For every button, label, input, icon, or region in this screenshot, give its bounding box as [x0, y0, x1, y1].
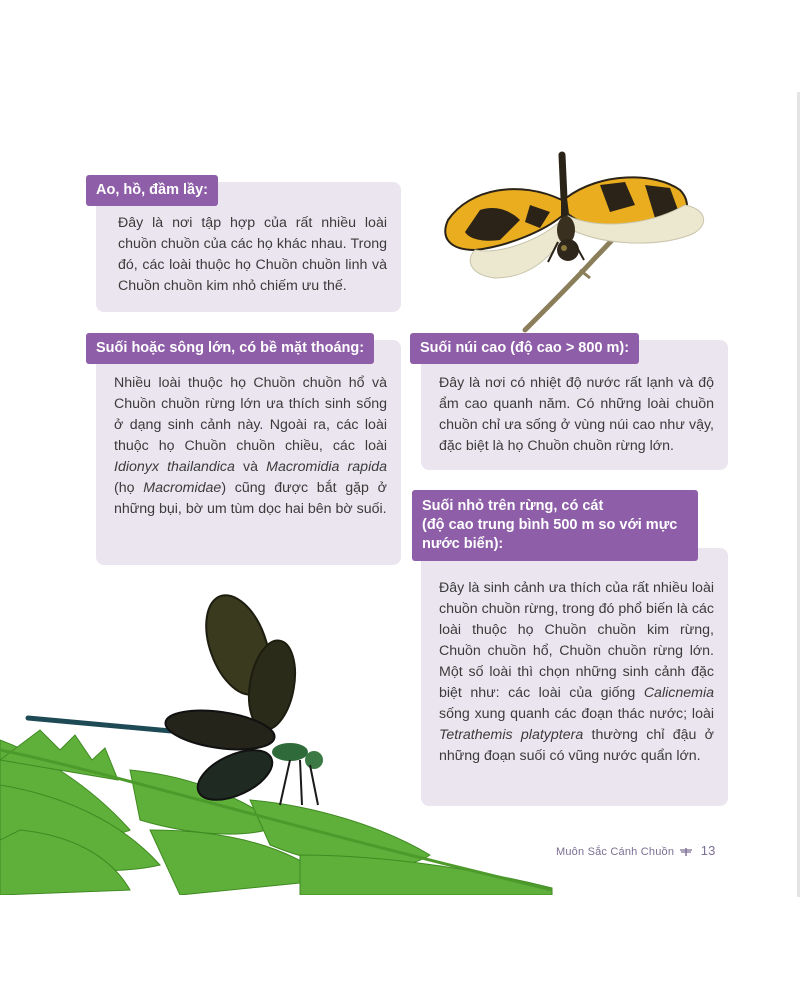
- forest-streams-heading-line2: (độ cao trung bình 500 m so với mực: [422, 517, 678, 533]
- mountain-streams-heading: Suối núi cao (độ cao > 800 m):: [410, 333, 639, 364]
- large-streams-panel: [96, 340, 401, 565]
- species-name-idionyx: Idionyx thailandica: [114, 459, 235, 475]
- forest-streams-heading-line3: nước biển):: [422, 536, 504, 552]
- species-name-tetrathemis: Tetrathemis platyptera: [439, 727, 584, 743]
- page-number: 13: [700, 843, 716, 858]
- species-name-macromidia: Macromidia rapida: [266, 459, 387, 475]
- large-streams-description: Nhiều loài thuộc họ Chuồn chuồn hổ và Chuồn chuồn rừng lớn ưa thích sinh sống ở dạng sinh cảnh này. Ngoài ra, các loài thuộc họ Chuồn chuồn chiều, các loài Idionyx thailandica và Macromidia rapida (họ Macromidae) cũng được bắt gặp ở những bụi, bờ um tùm dọc hai bên bờ suối.: [114, 375, 387, 517]
- page-footer: [556, 843, 716, 858]
- book-title: Muôn Sắc Cánh Chuồn: [556, 846, 675, 858]
- large-streams-heading: Suối hoặc sông lớn, có bề mặt thoáng:: [86, 333, 374, 364]
- ponds-heading: Ao, hồ, đầm lầy:: [86, 175, 218, 206]
- forest-streams-heading-line1: Suối nhỏ trên rừng, có cát: [422, 498, 604, 514]
- forest-streams-heading: [412, 490, 698, 561]
- mountain-streams-description: Đây là nơi có nhiệt độ nước rất lạnh và độ ẩm cao quanh năm. Có những loài chuồn chuồn chỉ ưa sống ở vùng núi cao như vậy, đặc biệt là họ Chuồn chuồn rừng lớn.: [439, 375, 714, 454]
- dragonfly-icon: [679, 847, 693, 857]
- forest-streams-panel: [421, 548, 728, 806]
- genus-name-calicnemia: Calicnemia: [643, 685, 714, 701]
- family-name-macromidae: Macromidae: [143, 480, 222, 496]
- ponds-description: Đây là nơi tập hợp của rất nhiều loài chuồn chuồn của các họ khác nhau. Trong đó, các loài thuộc họ Chuồn chuồn linh và Chuồn chuồn kim nhỏ chiếm ưu thế.: [118, 215, 387, 294]
- banded-dragonfly-illustration: [440, 150, 715, 335]
- forest-streams-description: Đây là sinh cảnh ưa thích của rất nhiều loài chuồn chuồn rừng, trong đó phổ biến là các loài thuộc họ Chuồn chuồn kim rừng, Chuồn chuồn hổ, Chuồn chuồn rừng lớn. Một số loài thì chọn những sinh cảnh đặc biệt như: các loài của giống Calicnemia sống xung quanh các đoạn thác nước; loài Tetrathemis platyptera thường chỉ đậu ở những đoạn suối có vũng nước quẩn lớn.: [439, 580, 714, 764]
